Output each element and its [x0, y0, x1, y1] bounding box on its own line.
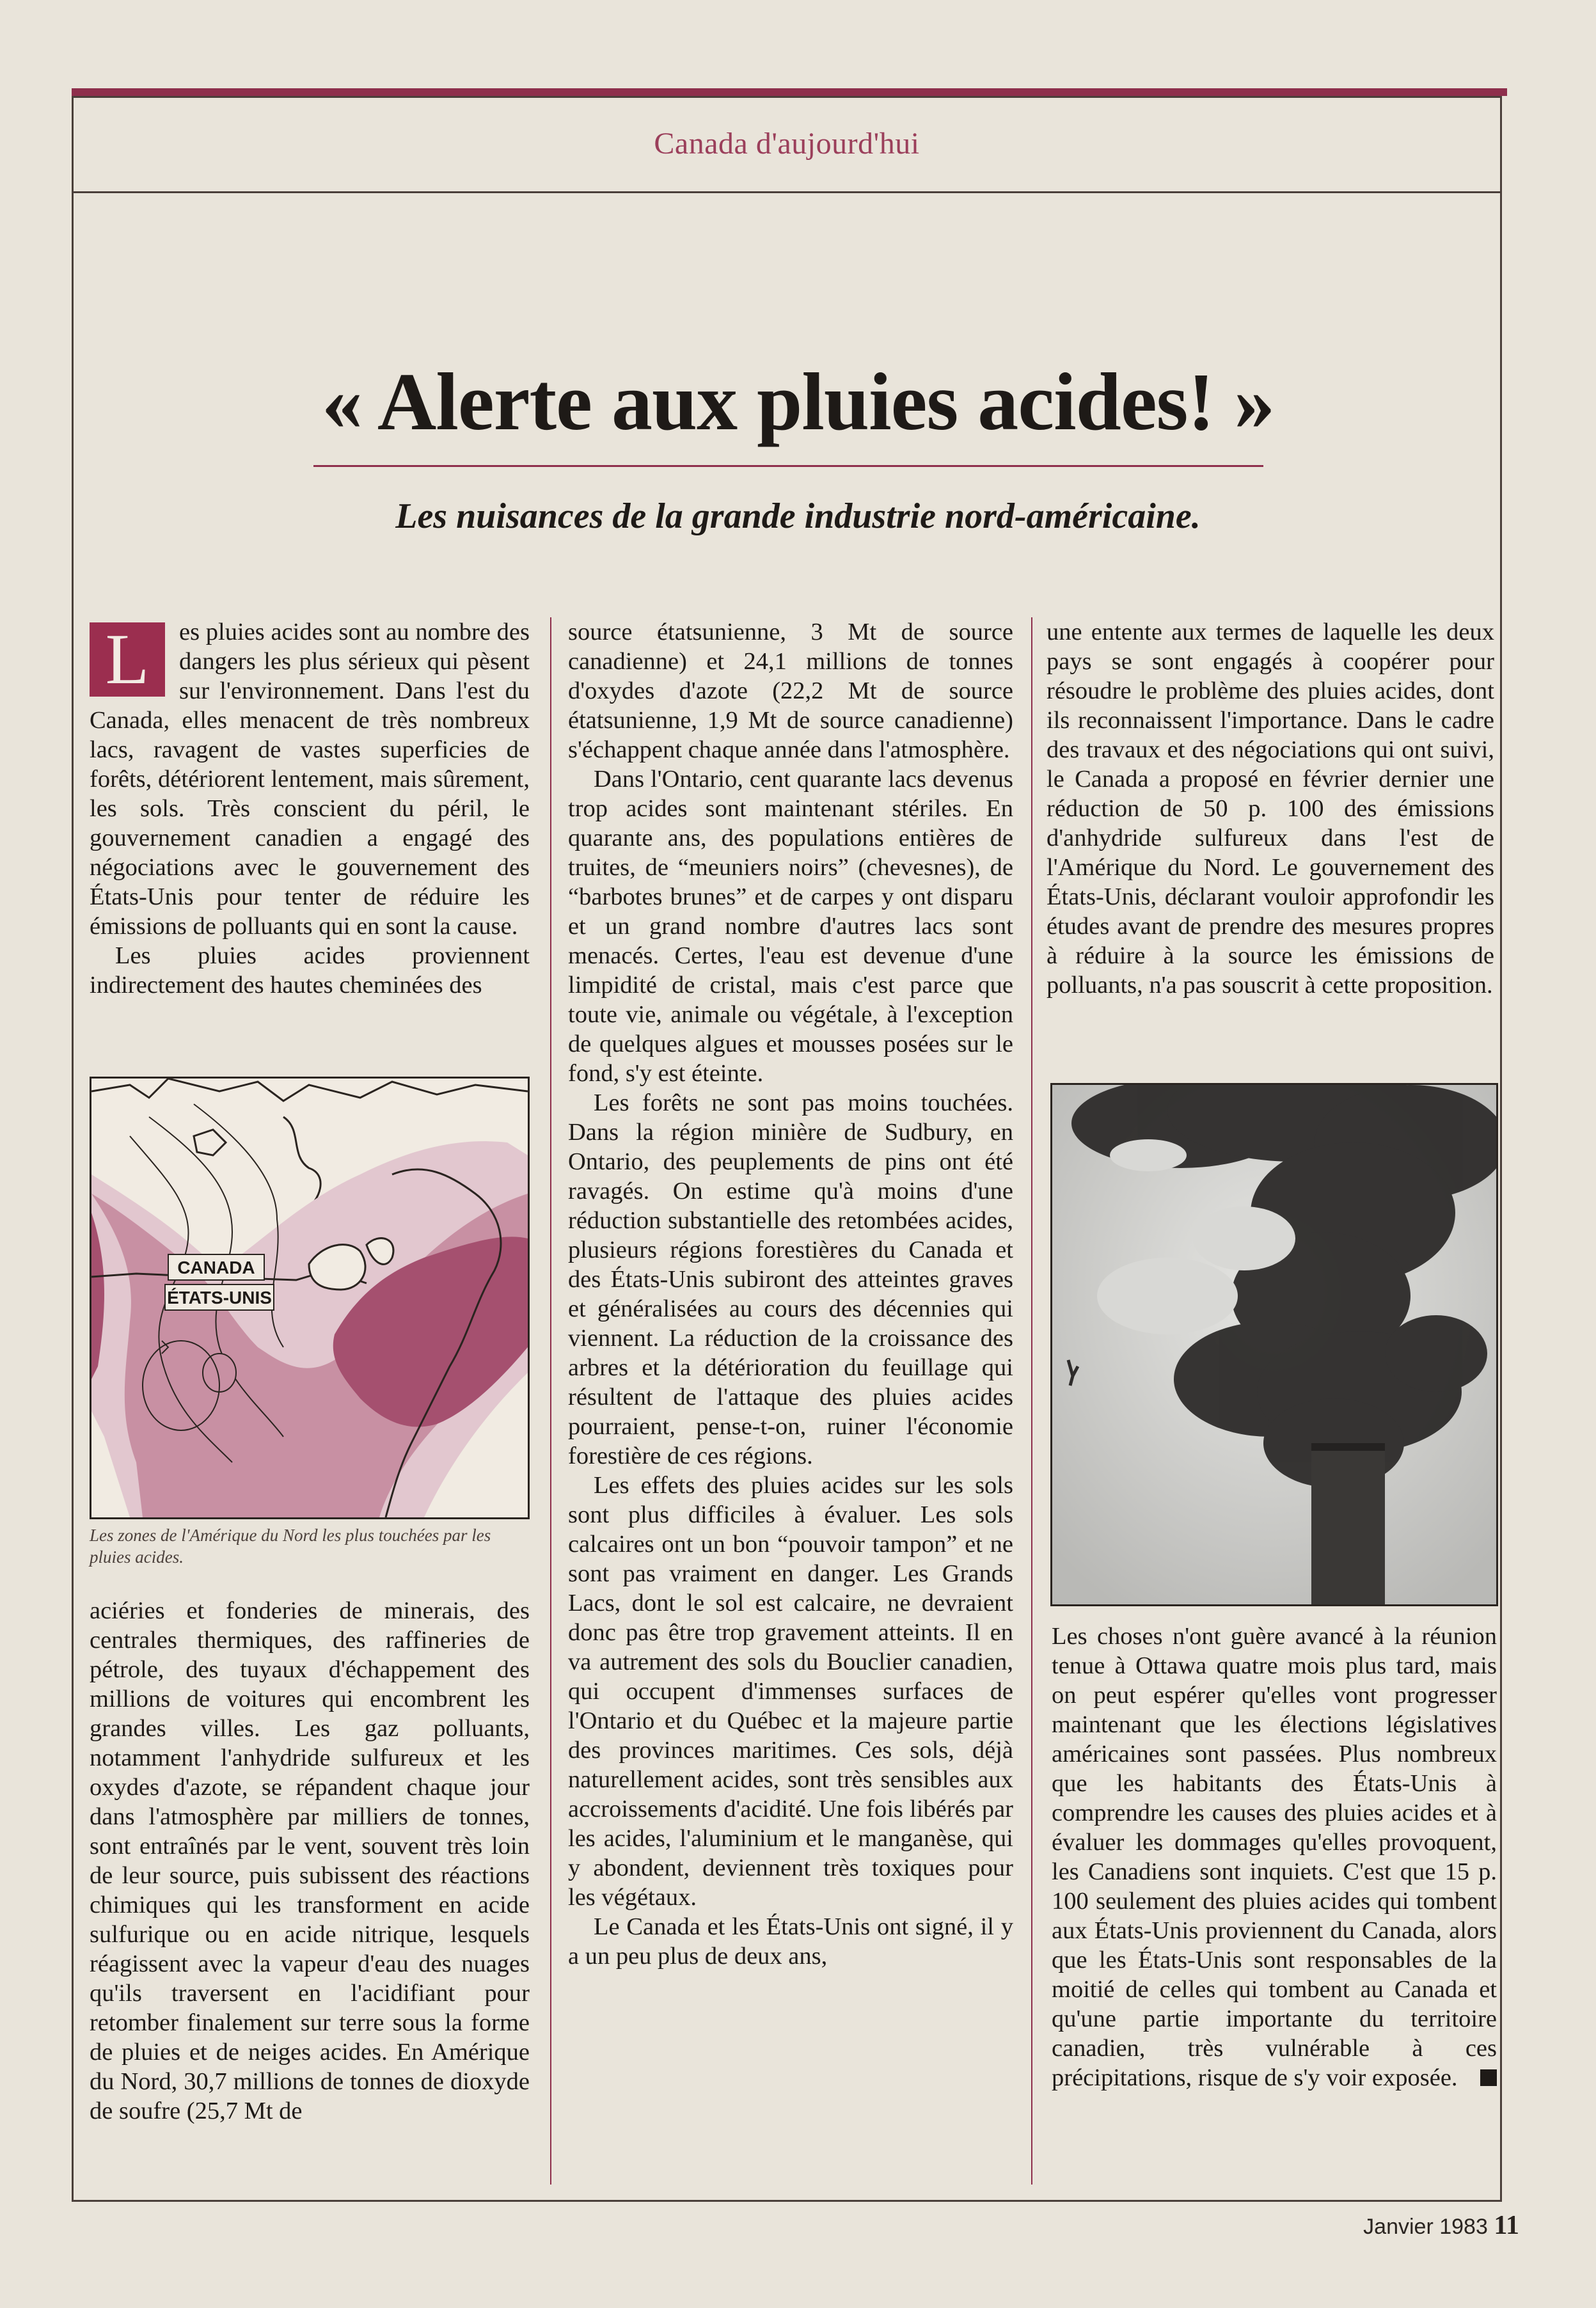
paragraph: une entente aux termes de laquelle les deux pays se sont engagés à coopérer pour résoudre le problème des pluies acides, dont ils reconnaissent l'importance. Dans le cadre des travaux et des négociations qui ont suivi, le Canada a proposé en février dernier une réduction de 50 p. 100 des émissions d'anhydride sulfureux dans l'est de l'Amérique du Nord. Le gouvernement des États-Unis, déclarant vouloir approfondir les études avant de prendre des mesures propres à réduire à la source les émissions de polluants, n'a pas souscrit à cette proposition. — [1047, 619, 1494, 999]
top-color-rule — [72, 88, 1507, 96]
end-of-article-mark — [1480, 2069, 1497, 2086]
publication-header — [72, 96, 1502, 193]
column-3-bottom — [1052, 1622, 1497, 2092]
map-caption: Les zones de l'Amérique du Nord les plus touchées par les pluies acides. — [90, 1526, 491, 1567]
column-3-top — [1047, 617, 1494, 1000]
map-svg — [91, 1079, 528, 1517]
column-1-top — [90, 617, 530, 1000]
paragraph: Le Canada et les États-Unis ont signé, il y a un peu plus de deux ans, — [568, 1913, 1013, 1970]
page-number: 11 — [1494, 2211, 1519, 2240]
page-footer — [1363, 2210, 1519, 2241]
column-1-bottom — [90, 1596, 530, 2126]
column-2 — [568, 617, 1013, 1971]
paragraph: Les effets des pluies acides sur les sols sont plus difficiles à évaluer. Les sols calcaires ont un bon “pouvoir tampon” et ne sont pas vraiment en danger. Les Grands Lacs, dont le sol est calcaire, ne devraient donc pas être trop gravement atteints. Il en va autrement des sols du Bouclier canadien, qui occupent d'immenses surfaces de l'Ontario et du Québec et la majeure partie des provinces maritimes. Ces sols, déjà naturellement acides, sont très sensibles aux accroissements d'acidité. Une fois libérés par les acides, l'aluminium et le manganèse, qui y abondent, deviennent très toxiques pour les végétaux. — [568, 1472, 1013, 1911]
article-title: « Alerte aux pluies acides! » — [321, 356, 1275, 447]
paragraph: Dans l'Ontario, cent quarante lacs devenus trop acides sont maintenant stériles. En quarante ans, des populations entières de truites, de “meuniers noirs” (chevesnes), de “barbotes brunes” et de carpes y ont disparu et un grand nombre d'autres lacs sont menacés. Certes, l'eau est devenue d'une limpidité de cristal, mais c'est parce que toute vie, animale ou végétale, à l'exception de quelques algues et mousses posées sur le fond, s'y est éteinte. — [568, 766, 1013, 1087]
drop-cap: L — [90, 622, 165, 697]
paragraph — [1052, 1622, 1497, 2092]
paragraph: aciéries et fonderies de minerais, des centrales thermiques, des raffineries de pétrole, des tuyaux d'échappement des millions de voitures qui encombrent les grandes villes. Les gaz polluants, notamment l'anhydride sulfureux et les oxydes d'azote, se répandent chaque jour dans l'atmosphère par milliers de tonnes, sont entraînés par le vent, souvent très loin de leur source, puis subissent des réactions chimiques qui les transforment en acide sulfurique ou en acide nitrique, lesquels réagissent avec la vapeur d'eau des nuages qu'ils traversent en l'acidifiant pour retomber finalement sur terre sous la forme de pluies et de neiges acides. En Amérique du Nord, 30,7 millions de tonnes de dioxyde de soufre (25,7 Mt de — [90, 1597, 530, 2124]
paragraph — [90, 617, 530, 941]
acid-rain-map — [90, 1077, 530, 1519]
svg-text:CANADA: CANADA — [177, 1258, 255, 1277]
article-subtitle: Les nuisances de la grande industrie nord-américaine. — [395, 496, 1201, 536]
column-rule — [1031, 617, 1032, 2185]
paragraph-text: es pluies acides sont au nombre des dangers les plus sérieux qui pèsent sur l'environnement. Dans l'est du Canada, elles menacent de très nombreux lacs, ravagent de vastes superficies de forêts, détériorent lentement, mais sûrement, les sols. Très conscient du péril, le gouvernement canadien a engagé des négociations avec le gouvernement des États-Unis pour tenter de réduire les émissions de polluants qui en sont la cause. — [90, 619, 530, 940]
paragraph: Les pluies acides proviennent indirectement des hautes cheminées des — [90, 942, 530, 999]
map-label-usa — [165, 1284, 274, 1310]
paragraph: source étatsunienne, 3 Mt de source canadienne) et 24,1 millions de tonnes d'oxydes d'azote (22,2 Mt de source étatsunienne, 1,9 Mt de source canadienne) s'échappent chaque année dans l'atmosphère. — [568, 619, 1013, 763]
issue-date: Janvier 1983 — [1363, 2215, 1488, 2239]
publication-name: Canada d'aujourd'hui — [654, 127, 920, 161]
paragraph-text: Les choses n'ont guère avancé à la réunion tenue à Ottawa quatre mois plus tard, mais on peut espérer qu'elles vont progresser maintenant que les élections législatives américaines sont passées. Plus nombreux que les habitants des États-Unis à comprendre les causes des pluies acides et à évaluer les dommages qu'elles provoquent, les Canadiens sont inquiets. C'est que 15 p. 100 seulement des pluies acides qui tombent aux États-Unis proviennent du Canada, alors que les États-Unis sont responsables de la moitié de celles qui tombent au Canada et qu'une partie importante du territoire canadien, très vulnérable à ces précipitations, risque de s'y voir exposée. — [1052, 1623, 1497, 2091]
svg-text:ÉTATS-UNIS: ÉTATS-UNIS — [167, 1288, 272, 1308]
map-label-canada — [168, 1254, 264, 1280]
title-rule — [313, 465, 1263, 467]
photo-svg — [1052, 1085, 1496, 1604]
paragraph: Les forêts ne sont pas moins touchées. Dans la région minière de Sudbury, en Ontario, des peuplements de pins ont été ravagés. On estime qu'à moins d'une réduction substantielle des retombées acides, plusieurs régions forestières du Canada et des États-Unis subiront des atteintes graves et généralisées au cours des décennies qui viennent. La réduction de la croissance des arbres et la détérioration du feuillage qui résultent de l'attaque des pluies acides pourraient, pense-t-on, ruiner l'économie forestière de ces régions. — [568, 1089, 1013, 1469]
column-rule — [550, 617, 551, 2185]
smokestack-photo — [1050, 1083, 1498, 1606]
